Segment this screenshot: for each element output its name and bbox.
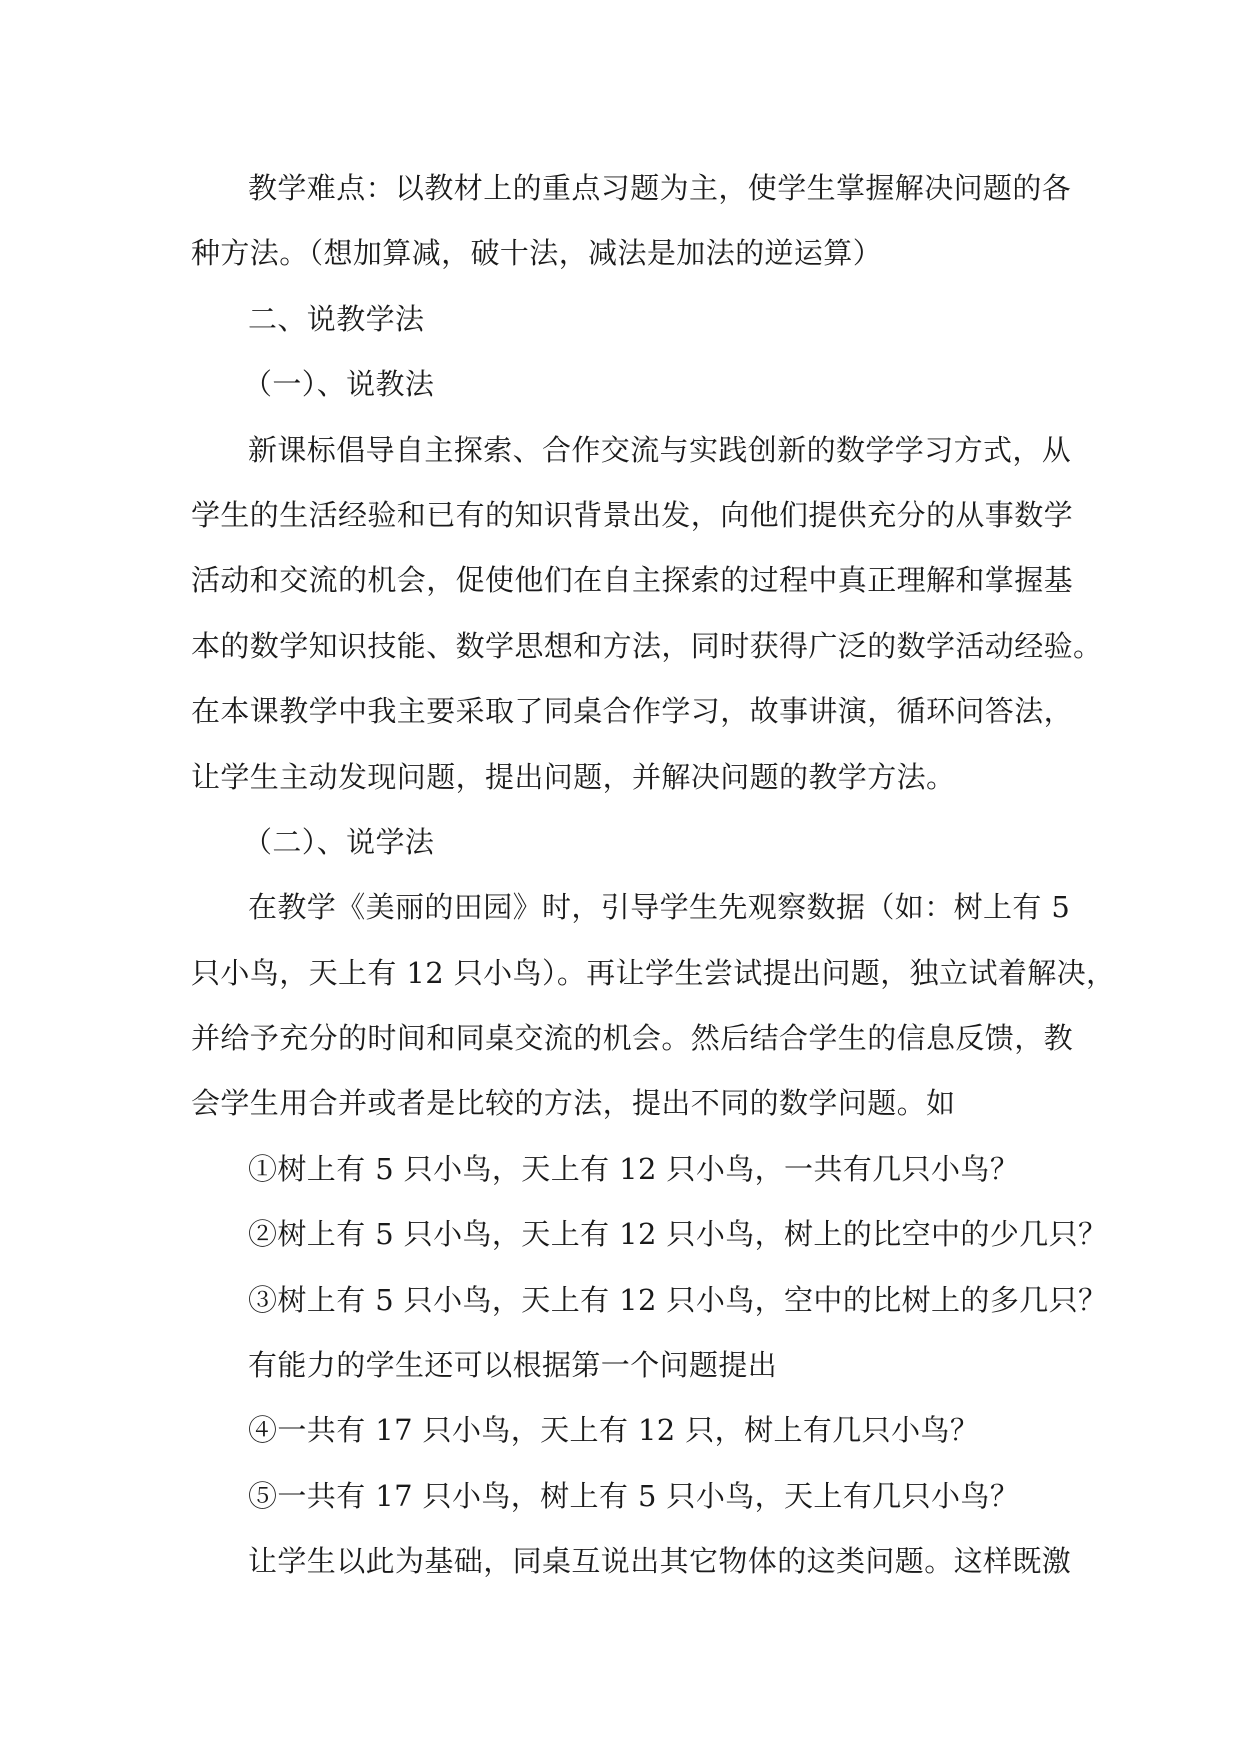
paragraph-line: 并给予充分的时间和同桌交流的机会。然后结合学生的信息反馈，教: [191, 1021, 1074, 1056]
paragraph-line: 本的数学知识技能、数学思想和方法，同时获得广泛的数学活动经验。: [191, 628, 1103, 663]
paragraph-line: 在教学《美丽的田园》时，引导学生先观察数据（如：树上有 5: [248, 890, 1071, 925]
list-item: ③树上有 5 只小鸟，天上有 12 只小鸟，空中的比树上的多几只？: [248, 1282, 1108, 1317]
paragraph-line: 种方法。（想加算减，破十法，减法是加法的逆运算）: [191, 236, 883, 271]
paragraph-line: 学生的生活经验和已有的知识背景出发，向他们提供充分的从事数学: [191, 497, 1074, 532]
paragraph-line: 新课标倡导自主探索、合作交流与实践创新的数学学习方式，从: [248, 432, 1072, 467]
paragraph-line: 活动和交流的机会，促使他们在自主探索的过程中真正理解和掌握基: [191, 563, 1074, 598]
section-heading: 二、说教学法: [248, 301, 425, 336]
subsection-heading: （一）、说教法: [243, 367, 435, 402]
subsection-heading: （二）、说学法: [243, 824, 435, 859]
paragraph-line: 教学难点：以教材上的重点习题为主，使学生掌握解决问题的各: [248, 171, 1072, 205]
list-item: ①树上有 5 只小鸟，天上有 12 只小鸟，一共有几只小鸟？: [248, 1151, 1020, 1186]
paragraph-line: 只小鸟，天上有 12 只小鸟）。再让学生尝试提出问题，独立试着解决，: [191, 955, 1116, 990]
list-item: ④一共有 17 只小鸟，天上有 12 只，树上有几只小鸟？: [248, 1413, 980, 1448]
paragraph-line: 在本课教学中我主要采取了同桌合作学习，故事讲演，循环问答法，: [191, 694, 1074, 729]
paragraph-line: 有能力的学生还可以根据第一个问题提出: [248, 1348, 778, 1383]
document-body: [191, 156, 1116, 1595]
paragraph-line: 让学生以此为基础，同桌互说出其它物体的这类问题。这样既激: [248, 1544, 1072, 1579]
paragraph-line: 会学生用合并或者是比较的方法，提出不同的数学问题。如: [191, 1086, 956, 1121]
list-item: ⑤一共有 17 只小鸟，树上有 5 只小鸟，天上有几只小鸟？: [248, 1478, 1020, 1513]
list-item: ②树上有 5 只小鸟，天上有 12 只小鸟，树上的比空中的少几只？: [248, 1217, 1108, 1252]
paragraph-line: 让学生主动发现问题，提出问题，并解决问题的教学方法。: [191, 759, 956, 794]
